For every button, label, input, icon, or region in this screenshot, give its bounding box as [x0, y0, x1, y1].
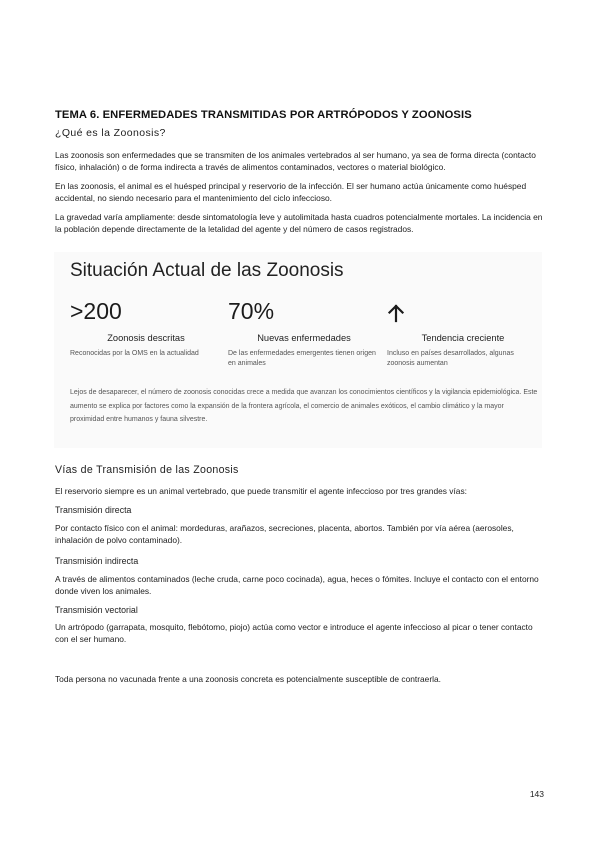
- closing-statement: Toda persona no vacunada frente a una zoonosis concreta es potencialmente susceptible de contraerla.: [55, 674, 441, 684]
- transmission-heading: Vías de Transmisión de las Zoonosis: [55, 464, 239, 476]
- stat-description: Reconocidas por la OMS en la actualidad: [70, 350, 199, 357]
- stat-value: [387, 296, 545, 328]
- vector-text: Un artrópodo (garrapata, mosquito, flebótomo, piojo) actúa como vector e introduce el agente infeccioso al picar o tener contacto con el ser humano.: [55, 622, 533, 644]
- stat-label: Tendencia creciente: [421, 333, 505, 343]
- zoonosis-status-panel: [54, 252, 542, 448]
- transmission-intro: El reservorio siempre es un animal vertebrado, que puede transmitir el agente infeccioso por tres grandes vías:: [55, 486, 467, 496]
- chapter-title: TEMA 6. ENFERMEDADES TRANSMITIDAS POR ARTRÓPODOS Y ZOONOSIS: [55, 109, 472, 121]
- stat-value: >200: [70, 298, 122, 324]
- stat-described: [70, 296, 228, 359]
- indirect-heading: Transmisión indirecta: [55, 556, 139, 566]
- stat-label: Nuevas enfermedades: [257, 333, 351, 343]
- intro-paragraph-3: La gravedad varía ampliamente: desde sintomatología leve y autolimitada hasta cuadros potencialmente mortales. La incidencia en la población depende directamente de la letalidad del agente y del número de casos registrados.: [55, 212, 543, 234]
- vector-heading: Transmisión vectorial: [55, 605, 138, 615]
- stat-label: Zoonosis descritas: [107, 333, 185, 343]
- intro-paragraph-1: Las zoonosis son enfermedades que se transmiten de los animales vertebrados al ser humano, ya sea de forma directa (contacto físico, inhalación) o de forma indirecta a través de alimentos contaminados, vectores o material biológico.: [55, 150, 536, 172]
- arrow-up-icon: [387, 303, 405, 323]
- direct-heading: Transmisión directa: [55, 505, 132, 515]
- stat-trend: [387, 296, 545, 369]
- indirect-text: A través de alimentos contaminados (leche cruda, carne poco cocinada), agua, heces o fómites. Incluye el contacto con el entorno donde viven los animales.: [55, 574, 539, 596]
- direct-text: Por contacto físico con el animal: mordeduras, arañazos, secreciones, placenta, abortos. También por vía aérea (aerosoles, inhalación de polvo contaminado).: [55, 523, 514, 545]
- panel-title: Situación Actual de las Zoonosis: [70, 260, 344, 281]
- stat-new-diseases: [228, 296, 386, 369]
- stat-description: Incluso en países desarrollados, algunas zoonosis aumentan: [387, 350, 514, 367]
- page-number: 143: [529, 789, 544, 799]
- stat-description: De las enfermedades emergentes tienen origen en animales: [228, 350, 376, 367]
- stat-value: 70%: [228, 298, 275, 324]
- intro-paragraph-2: En las zoonosis, el animal es el huésped principal y reservorio de la infección. El ser humano actúa únicamente como huésped accidental, no siendo necesario para el mantenimiento del ciclo infeccioso.: [55, 181, 527, 203]
- panel-note: Lejos de desaparecer, el número de zoonosis conocidas crece a medida que avanzan los conocimientos científicos y la vigilancia epidemiológica. Este aumento se explica por factores como la expansión de la frontera agrícola, el comercio de animales exóticos, el cambio climático y la mayor proximidad entre humanos y fauna silvestre.: [70, 389, 538, 423]
- section-question: ¿Qué es la Zoonosis?: [55, 127, 166, 139]
